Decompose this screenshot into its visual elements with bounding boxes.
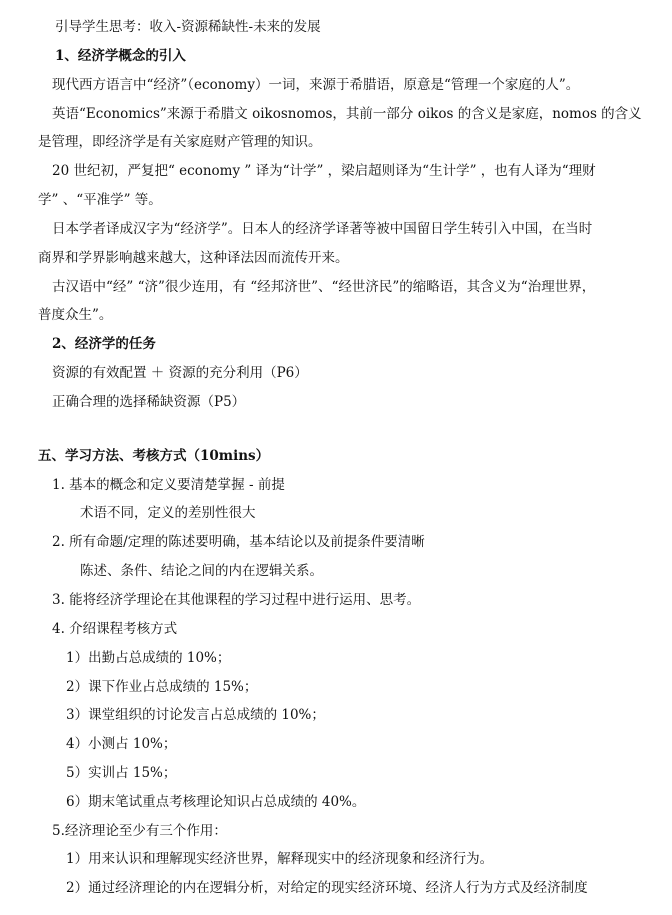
method-item-5: 5.经济理论至少有三个作用： [52,823,227,839]
grading-item: 4）小测占 10%； [66,736,177,752]
theory-role-item: 2）通过经济理论的内在逻辑分析，对给定的现实经济环境、经济人行为方式及经济制度 [66,880,588,896]
paragraph-economics-line2: 是管理，即经济学是有关家庭财产管理的知识。 [38,134,322,150]
section5-heading: 五、学习方法、考核方式（10mins） [38,448,270,464]
method-item-2-sub: 陈述、条件、结论之间的内在逻辑关系。 [80,563,323,579]
intro-line: 引导学生思考：收入-资源稀缺性-未来的发展 [55,19,321,35]
grading-item: 1）出勤占总成绩的 10%； [66,650,231,666]
method-item-1-sub: 术语不同，定义的差别性很大 [80,505,256,521]
method-item-2: 2. 所有命题/定理的陈述要明确，基本结论以及前提条件要清晰 [52,534,425,550]
paragraph-classical-line1: 古汉语中“经” “济”很少连用，有 “经邦济世”、“经世济民”的缩略语，其含义为“治理世界， [52,279,596,295]
method-item-4: 4. 介绍课程考核方式 [52,621,178,637]
grading-item: 2）课下作业占总成绩的 15%； [66,679,258,695]
section2-heading: 2、经济学的任务 [52,336,156,352]
paragraph-japan-line2: 商界和学界影响越来越大，这种译法因而流传开来。 [38,250,349,266]
theory-role-item: 1）用来认识和理解现实经济世界，解释现实中的经济现象和经济行为。 [66,851,494,867]
paragraph-classical-line2: 普度众生”。 [38,307,113,323]
grading-item: 3）课堂组织的讨论发言占总成绩的 10%； [66,707,325,723]
paragraph-economics-line1: 英语“Economics”来源于希腊文 oikosnomos，其前一部分 oikos 的含义是家庭，nomos 的含义 [52,106,642,122]
task-line2: 正确合理的选择稀缺资源（P5） [52,394,246,410]
grading-item: 5）实训占 15%； [66,765,177,781]
grading-item: 6）期末笔试重点考核理论知识占总成绩的 40%。 [66,794,366,810]
paragraph-japan-line1: 日本学者译成汉字为“经济学”。日本人的经济学译著等被中国留日学生转引入中国，在当时 [52,221,593,237]
section1-heading: 1、经济学概念的引入 [55,48,186,64]
paragraph-yanfu-line2: 学” 、“平准学” 等。 [38,192,162,208]
task-line1: 资源的有效配置 ＋ 资源的充分利用（P6） [52,365,308,381]
method-item-3: 3. 能将经济学理论在其他课程的学习过程中进行运用、思考。 [52,592,421,608]
paragraph-yanfu-line1: 20 世纪初，严复把“ economy ” 译为“计学” ，梁启超则译为“生计学” ，也有人译为“理财 [52,163,596,179]
paragraph-economy-origin: 现代西方语言中“经济”（economy）一词，来源于希腊语，原意是“管理一个家庭的人”。 [52,77,580,93]
method-item-1: 1. 基本的概念和定义要清楚掌握 - 前提 [52,477,285,493]
